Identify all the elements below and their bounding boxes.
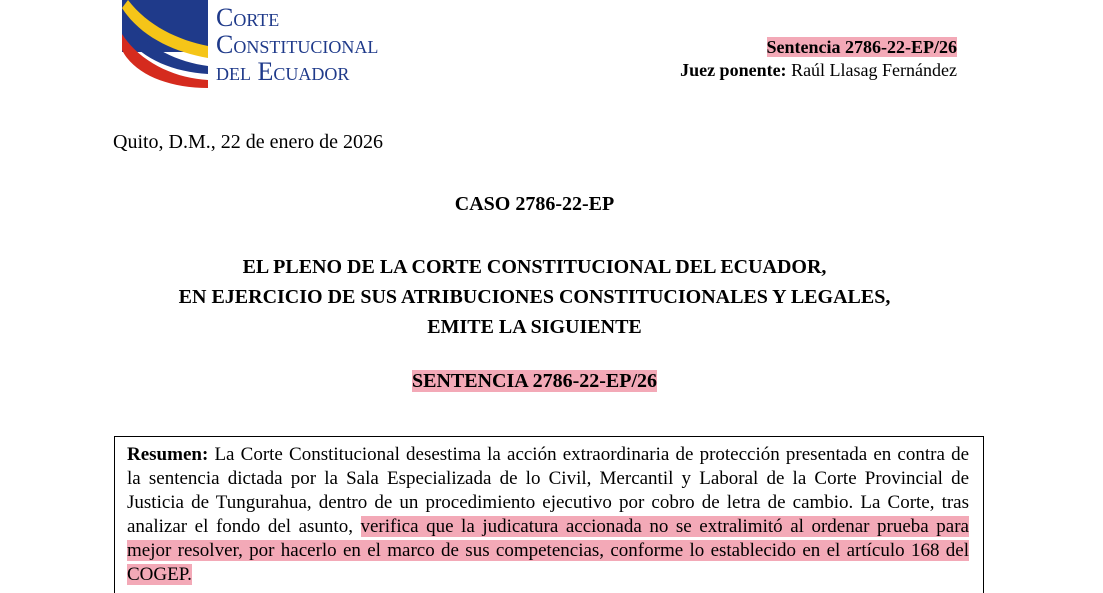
court-logo-text (216, 4, 378, 85)
resumen-label: Resumen: (127, 444, 209, 465)
document-header-info (680, 36, 957, 82)
header-sentencia-line (680, 36, 957, 59)
sentencia-title: SENTENCIA 2786-22-EP/26 (411, 370, 658, 392)
court-logo (118, 0, 438, 90)
pleno-heading (0, 252, 1086, 342)
juez-label: Juez ponente: (680, 60, 787, 80)
logo-line-1: Corte (216, 3, 280, 32)
sentencia-title-line (0, 370, 1086, 393)
logo-line-3: del Ecuador (216, 57, 350, 86)
pleno-line-2: EN EJERCICIO DE SUS ATRIBUCIONES CONSTITUCIONALES Y LEGALES, (178, 286, 891, 308)
case-number: CASO 2786-22-EP (454, 193, 615, 215)
resumen-text-plain: La Corte Constitucional desestima la acción extraordinaria de protección presentada en contra de la sentencia dictada por la Sala Especializada de lo Civil, Mercantil y Laboral de la Corte Provincial de Justicia de Tungurahua, dentro de un procedimiento ejecutivo por cobro de letra de cambio. La Corte, tras analizar el fondo del asunto, (127, 444, 969, 537)
juez-name: Raúl Llasag Fernández (786, 60, 957, 80)
resumen-paragraph (127, 443, 969, 587)
pleno-line-3: EMITE LA SIGUIENTE (427, 316, 642, 338)
logo-line-2: Constitucional (216, 30, 379, 59)
date-line: Quito, D.M., 22 de enero de 2026 (113, 131, 383, 153)
pleno-line-1: EL PLENO DE LA CORTE CONSTITUCIONAL DEL ECUADOR, (242, 256, 827, 278)
resumen-text-highlighted: verifica que la judicatura accionada no se extralimitó al ordenar prueba para mejor resolver, por hacerlo en el marco de sus competencias, conforme lo establecido en el artículo 168 del COGEP. (127, 516, 969, 585)
header-sentencia-number: Sentencia 2786-22-EP/26 (766, 37, 957, 57)
header-juez-line (680, 59, 957, 82)
resumen-box (114, 436, 984, 593)
court-emblem-icon (118, 0, 210, 88)
